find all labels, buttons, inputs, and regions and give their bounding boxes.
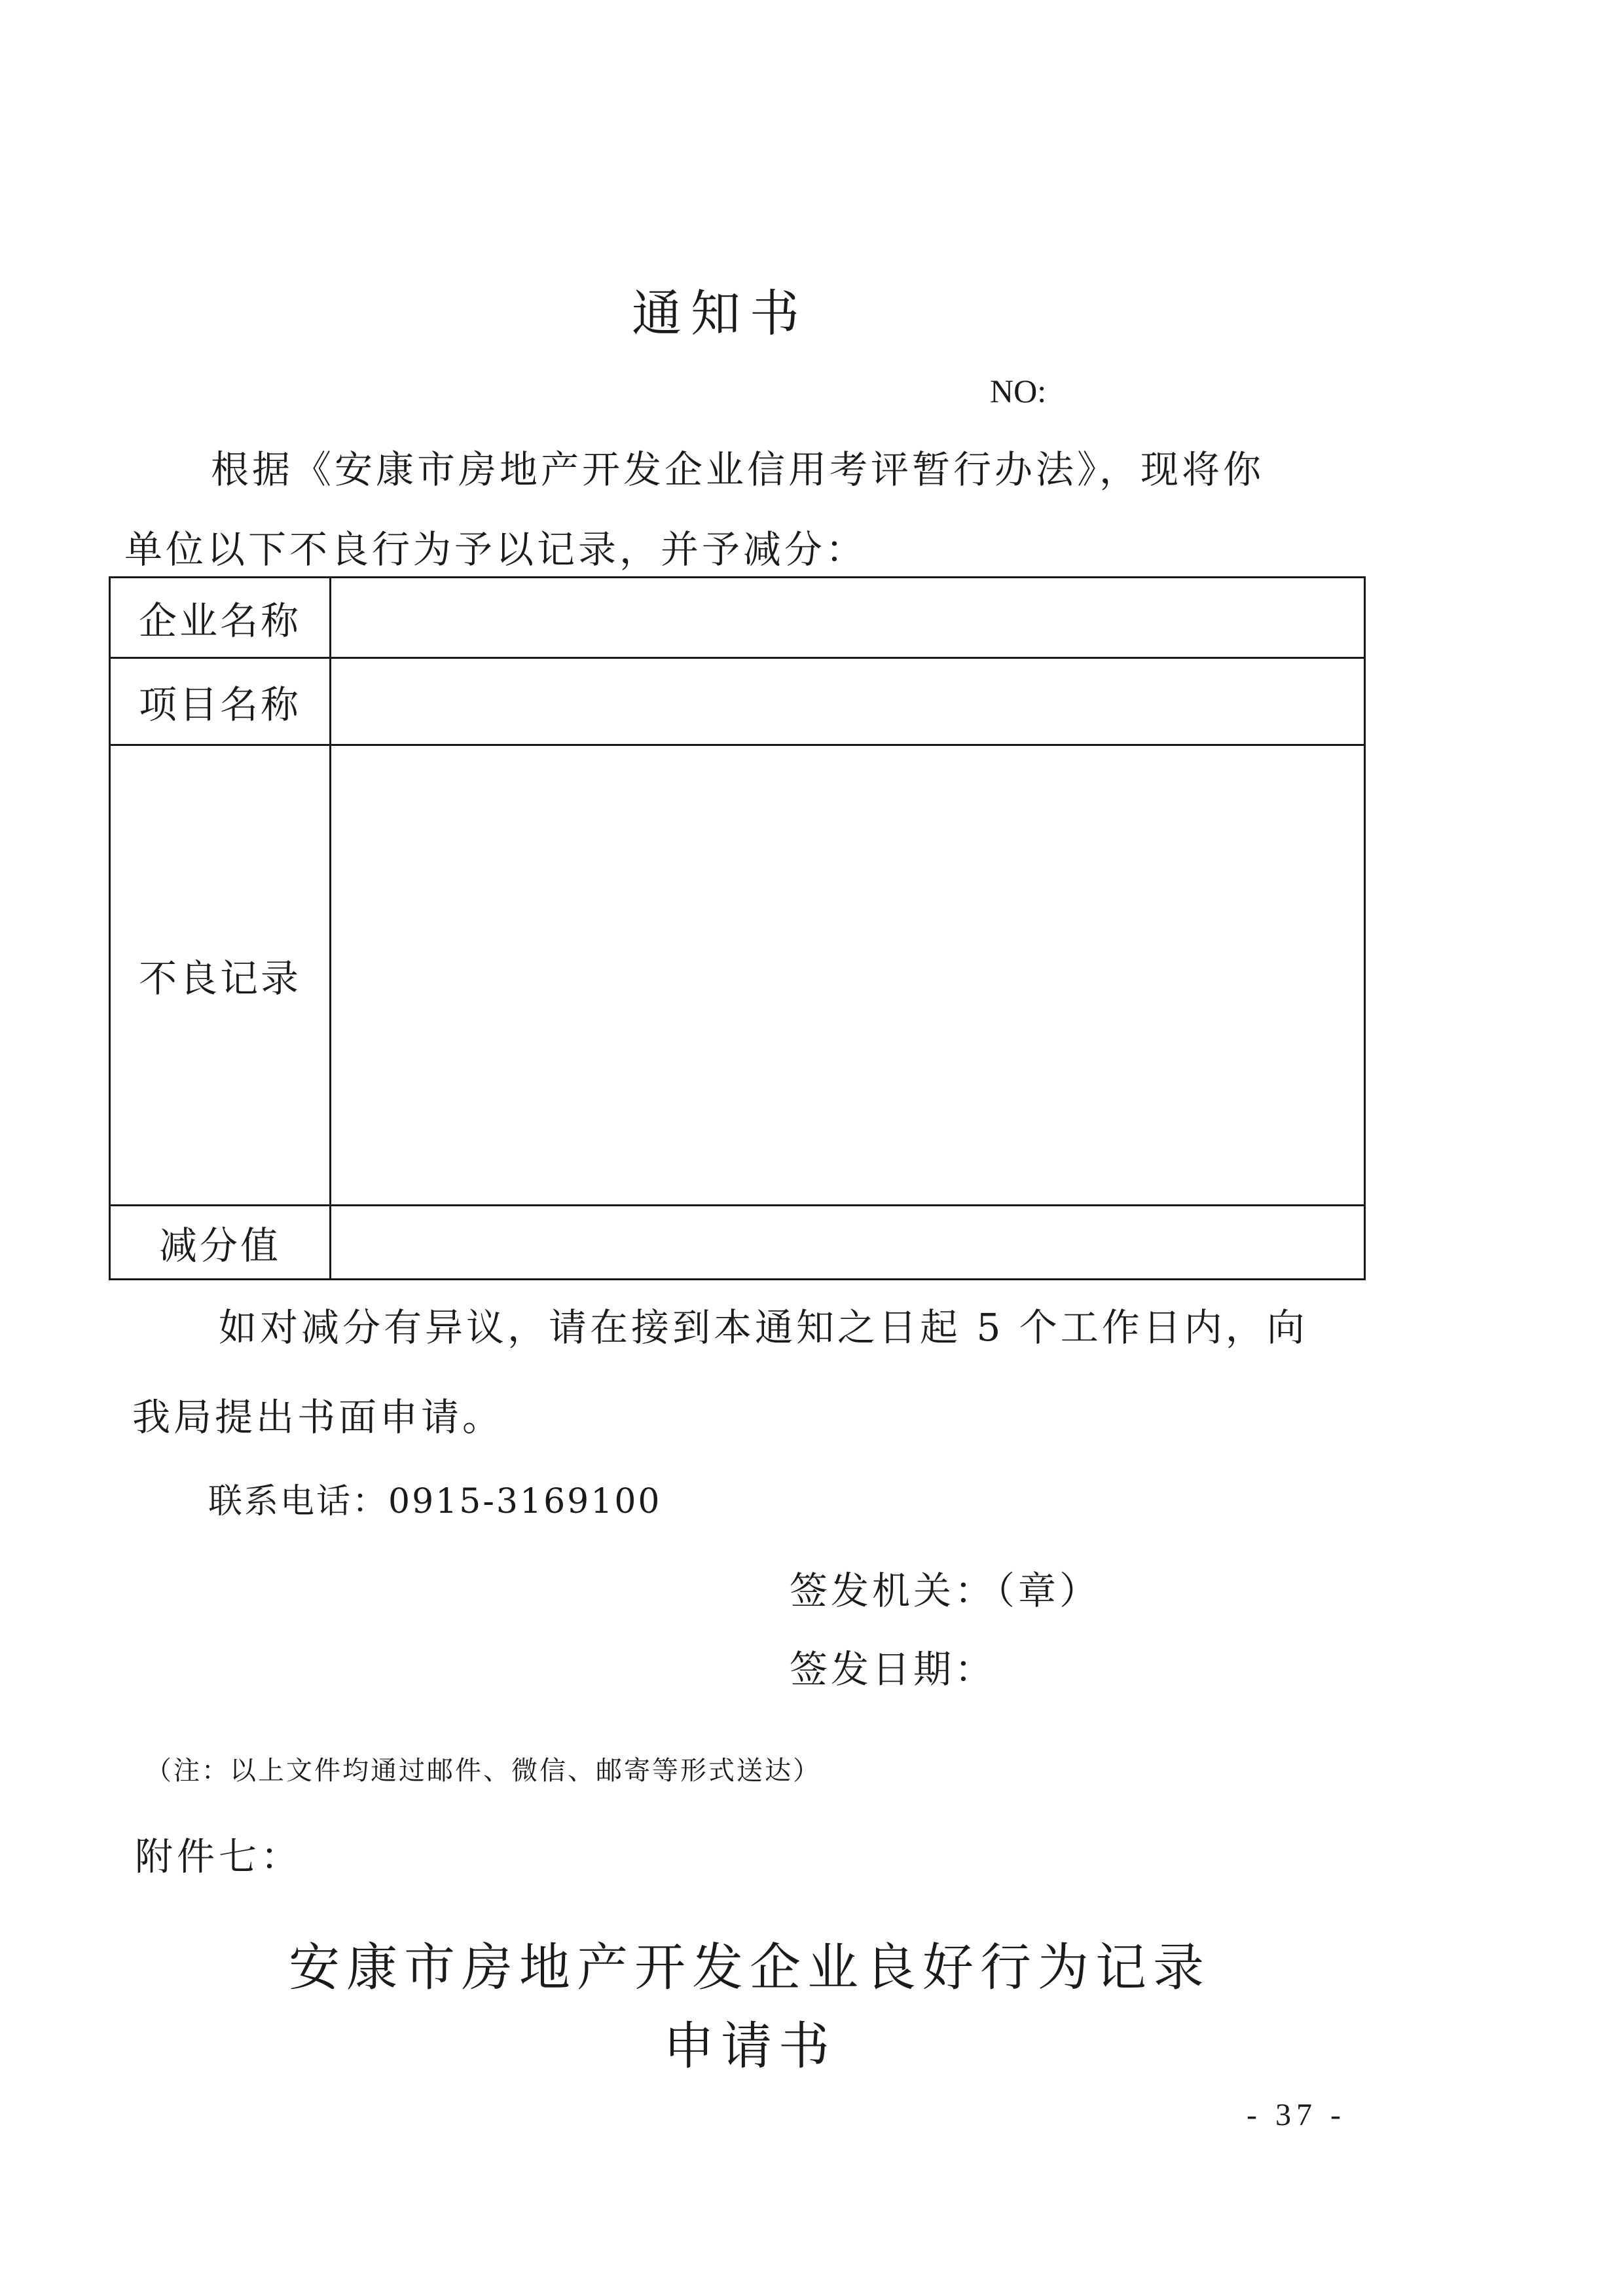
attachment-title-line-2: 申请书 (663, 2017, 836, 2076)
appeal-paragraph-line-2: 我局提出书面申请。 (132, 1395, 504, 1439)
contact-phone: 联系电话：0915-3169100 (208, 1482, 662, 1521)
company-name-cell (331, 578, 1365, 658)
appeal-paragraph-line-1: 如对减分有异议，请在接到本通知之日起 5 个工作日内，向 (219, 1305, 1308, 1350)
bad-record-table (109, 576, 1366, 1280)
table-row-project (110, 658, 1365, 745)
delivery-note: （注：以上文件均通过邮件、微信、邮寄等形式送达） (145, 1756, 821, 1786)
project-name-label: 项目名称 (110, 658, 331, 745)
bad-record-label: 不良记录 (110, 745, 331, 1206)
table-row-company (110, 578, 1365, 658)
bad-record-cell (331, 745, 1365, 1206)
deduction-value-cell (331, 1206, 1365, 1280)
project-name-cell (331, 658, 1365, 745)
page-number: - 37 - (1247, 2098, 1346, 2132)
intro-paragraph-line-2: 单位以下不良行为予以记录，并予减分： (124, 527, 867, 572)
attachment-label: 附件七： (135, 1834, 303, 1879)
deduction-value-label: 减分值 (110, 1206, 331, 1280)
issue-date: 签发日期： (790, 1647, 996, 1692)
company-name-label: 企业名称 (110, 578, 331, 658)
notice-number-label: NO: (990, 373, 1047, 409)
intro-paragraph-line-1: 根据《安康市房地产开发企业信用考评暂行办法》，现将你 (211, 447, 1265, 492)
table-row-bad-record (110, 745, 1365, 1206)
attachment-title-line-1: 安康市房地产开发企业良好行为记录 (288, 1938, 1211, 1997)
issuing-authority: 签发机关：（章） (790, 1568, 1101, 1613)
table-row-deduction (110, 1206, 1365, 1280)
notice-title: 通知书 (632, 284, 809, 343)
